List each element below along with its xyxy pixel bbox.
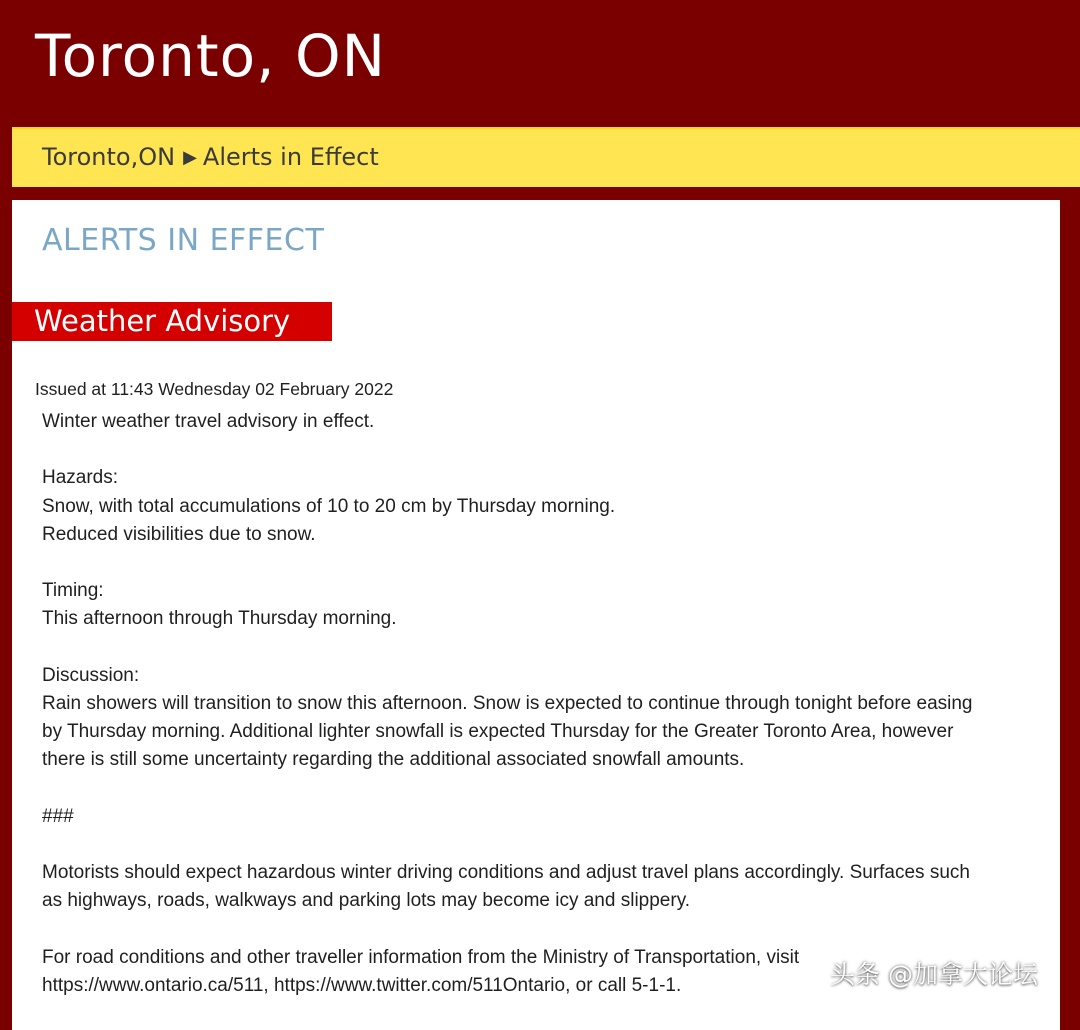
- discussion-line: there is still some uncertainty regarding the additional associated snowfall amounts.: [42, 749, 745, 771]
- spacer: [42, 915, 1042, 943]
- timing-text: This afternoon through Thursday morning.: [42, 608, 397, 630]
- hazard-item: Snow, with total accumulations of 10 to 20 cm by Thursday morning.: [42, 495, 616, 517]
- road-info-line: For road conditions and other traveller information from the Ministry of Transportation, visit: [42, 946, 800, 968]
- section-heading: ALERTS IN EFFECT: [42, 223, 325, 258]
- watermark: 头条 @加拿大论坛: [830, 960, 1038, 989]
- breadcrumb-trail: [42, 141, 379, 174]
- alert-type-banner: [12, 302, 332, 341]
- road-info-line: https://www.ontario.ca/511, https://www.twitter.com/511Ontario, or call 5-1-1.: [42, 974, 682, 996]
- issued-timestamp: Issued at 11:43 Wednesday 02 February 2022: [35, 379, 394, 399]
- timing-label: Timing:: [42, 580, 104, 602]
- hazard-item: Reduced visibilities due to snow.: [42, 523, 316, 545]
- spacer: [42, 831, 1042, 859]
- breadcrumb-home-link[interactable]: Toronto,ON: [42, 143, 176, 171]
- alert-type-label: Weather Advisory: [34, 304, 291, 338]
- breadcrumb-current: Alerts in Effect: [202, 143, 379, 171]
- discussion-label: Discussion:: [42, 664, 140, 686]
- spacer: [42, 436, 1042, 464]
- section-separator: ###: [42, 805, 74, 827]
- discussion-line: by Thursday morning. Additional lighter snowfall is expected Thursday for the Greater Toronto Area, however: [42, 721, 954, 743]
- spacer: [42, 549, 1042, 577]
- discussion-line: Rain showers will transition to snow this afternoon. Snow is expected to continue through tonight before easing: [42, 692, 973, 714]
- alert-body: [42, 408, 1042, 1000]
- spacer: [42, 634, 1042, 662]
- motorists-line: as highways, roads, walkways and parking lots may become icy and slippery.: [42, 890, 691, 912]
- page-title: Toronto, ON: [35, 22, 387, 90]
- hazards-label: Hazards:: [42, 467, 119, 489]
- alert-intro: Winter weather travel advisory in effect.: [42, 411, 375, 432]
- motorists-line: Motorists should expect hazardous winter driving conditions and adjust travel plans accordingly. Surfaces such: [42, 862, 970, 883]
- breadcrumb: [12, 127, 1080, 187]
- breadcrumb-arrow-icon: ▶: [183, 147, 197, 168]
- alerts-panel: [12, 200, 1060, 1030]
- spacer: [42, 774, 1042, 802]
